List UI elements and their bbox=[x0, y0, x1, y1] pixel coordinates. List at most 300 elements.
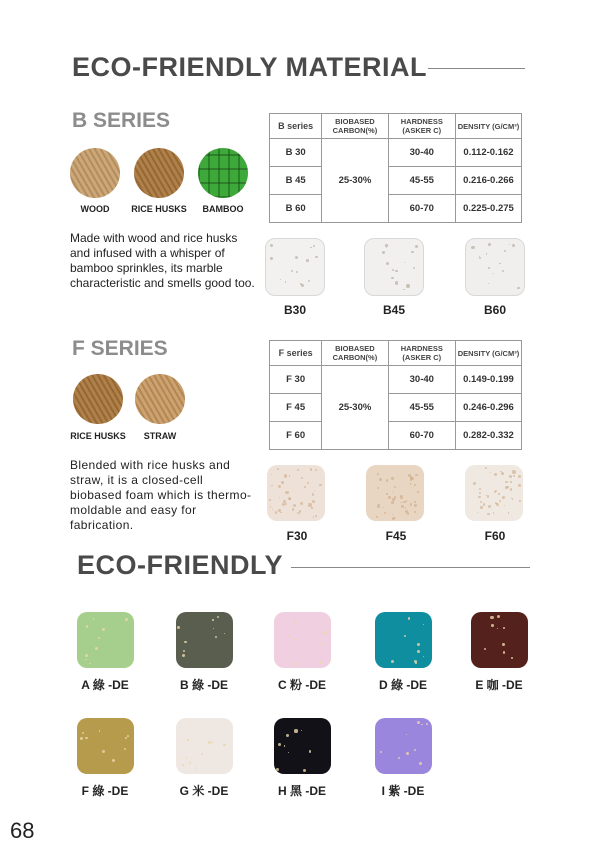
speck bbox=[285, 491, 288, 494]
speck bbox=[490, 616, 493, 619]
speck bbox=[377, 487, 379, 489]
speck bbox=[391, 477, 394, 480]
speck bbox=[379, 478, 382, 481]
speck bbox=[484, 648, 486, 650]
speck bbox=[270, 244, 273, 247]
speck bbox=[392, 517, 395, 520]
eco-title-rule bbox=[291, 567, 530, 568]
speck bbox=[292, 508, 295, 511]
speck bbox=[490, 472, 491, 473]
b-material-bamboo bbox=[188, 148, 258, 214]
speck bbox=[380, 751, 382, 753]
speck bbox=[502, 643, 505, 646]
speck bbox=[301, 477, 303, 479]
material-label: WOOD bbox=[80, 204, 110, 214]
table-row bbox=[270, 366, 522, 394]
speck bbox=[413, 267, 415, 269]
material-label: BAMBOO bbox=[202, 204, 244, 214]
speck bbox=[315, 256, 318, 259]
speck bbox=[417, 643, 420, 646]
speck bbox=[512, 244, 515, 247]
table-header: HARDNESS (ASKER C) bbox=[388, 341, 455, 366]
eco-friendly-title: ECO-FRIENDLY bbox=[77, 550, 284, 580]
color-swatch bbox=[77, 718, 134, 774]
speck bbox=[292, 663, 294, 665]
speck bbox=[98, 637, 100, 639]
speck bbox=[276, 768, 279, 771]
speck bbox=[285, 281, 286, 282]
carbon-cell: 25-30% bbox=[322, 366, 388, 450]
speck bbox=[478, 496, 480, 498]
speck bbox=[488, 505, 491, 508]
speck bbox=[182, 764, 184, 766]
b-series-spec-table bbox=[269, 113, 522, 223]
speck bbox=[406, 752, 409, 755]
color-label: G 米 -DE bbox=[179, 784, 229, 798]
f-material-straw bbox=[125, 374, 195, 441]
b-material-wood bbox=[60, 148, 130, 214]
speck bbox=[394, 486, 396, 488]
speck bbox=[503, 651, 506, 654]
speck bbox=[487, 513, 489, 515]
material-label: STRAW bbox=[143, 431, 177, 441]
speck bbox=[195, 767, 197, 769]
speck bbox=[304, 486, 306, 488]
speck bbox=[306, 259, 309, 262]
speck bbox=[281, 481, 284, 484]
color-label: A 綠 -DE bbox=[81, 678, 129, 692]
speck bbox=[326, 619, 327, 620]
speck bbox=[284, 745, 285, 746]
speck bbox=[510, 488, 513, 491]
rice-husks-image bbox=[73, 374, 123, 424]
table-row bbox=[270, 139, 522, 167]
sample-label: B45 bbox=[382, 303, 405, 317]
color-label: B 綠 -DE bbox=[179, 678, 228, 692]
speck bbox=[272, 509, 274, 511]
speck bbox=[112, 759, 115, 762]
sample-b30 bbox=[265, 238, 325, 317]
sample-swatch bbox=[465, 465, 523, 521]
density-cell: 0.246-0.296 bbox=[455, 394, 521, 422]
speck bbox=[283, 500, 286, 503]
speck bbox=[488, 267, 490, 269]
speck bbox=[277, 468, 279, 470]
grade-cell: B 60 bbox=[270, 195, 322, 223]
grade-cell: F 45 bbox=[270, 394, 322, 422]
page-number: 68 bbox=[10, 818, 35, 843]
sample-label: B60 bbox=[483, 303, 506, 317]
carbon-cell: 25-30% bbox=[322, 139, 388, 223]
speck bbox=[404, 635, 406, 637]
speck bbox=[289, 475, 290, 476]
speck bbox=[486, 253, 488, 255]
hardness-cell: 30-40 bbox=[388, 366, 455, 394]
speck bbox=[309, 750, 311, 752]
straw-image bbox=[135, 374, 185, 424]
speck bbox=[314, 490, 315, 491]
speck bbox=[183, 650, 185, 652]
speck bbox=[383, 507, 385, 509]
speck bbox=[312, 500, 315, 503]
speck bbox=[384, 512, 386, 514]
speck bbox=[215, 636, 217, 638]
speck bbox=[184, 641, 187, 644]
table-header: DENSITY (G/CM³) bbox=[455, 341, 521, 366]
color-label: C 粉 -DE bbox=[277, 678, 326, 692]
table-header: BIOBASED CARBON(%) bbox=[322, 114, 388, 139]
speck bbox=[497, 628, 499, 630]
color-option bbox=[164, 718, 244, 799]
speck bbox=[421, 724, 423, 726]
speck bbox=[388, 496, 391, 499]
speck bbox=[392, 269, 394, 271]
speck bbox=[398, 757, 400, 759]
speck bbox=[509, 475, 512, 478]
color-option bbox=[65, 718, 145, 799]
speck bbox=[494, 473, 497, 476]
color-option bbox=[262, 718, 342, 799]
grade-cell: F 30 bbox=[270, 366, 322, 394]
speck bbox=[414, 749, 416, 751]
b-series-title: B SERIES bbox=[72, 109, 171, 132]
speck bbox=[417, 491, 419, 493]
speck bbox=[386, 247, 387, 248]
speck bbox=[312, 493, 315, 496]
rice-husks-image bbox=[134, 148, 184, 198]
speck bbox=[308, 280, 310, 282]
sample-label: F60 bbox=[484, 529, 506, 543]
speck bbox=[217, 616, 219, 618]
speck bbox=[213, 628, 215, 630]
speck bbox=[308, 503, 311, 506]
sample-f45 bbox=[366, 465, 426, 543]
speck bbox=[504, 505, 505, 506]
color-swatch bbox=[274, 612, 331, 668]
speck bbox=[288, 497, 291, 500]
speck bbox=[323, 631, 326, 634]
speck bbox=[473, 482, 476, 485]
color-swatch bbox=[274, 718, 331, 774]
hardness-cell: 45-55 bbox=[388, 167, 455, 195]
b-material-rice-husks bbox=[124, 148, 194, 214]
speck bbox=[89, 663, 90, 664]
color-swatch bbox=[77, 612, 134, 668]
sample-swatch bbox=[366, 465, 424, 521]
speck bbox=[223, 744, 226, 747]
speck bbox=[392, 498, 395, 501]
page-title: ECO-FRIENDLY MATERIAL bbox=[72, 52, 428, 82]
speck bbox=[406, 500, 407, 501]
speck bbox=[395, 517, 396, 518]
sample-swatch bbox=[364, 238, 424, 296]
speck bbox=[406, 734, 407, 735]
speck bbox=[499, 263, 501, 265]
wood-image bbox=[70, 148, 120, 198]
speck bbox=[392, 514, 393, 515]
speck bbox=[307, 482, 309, 484]
speck bbox=[395, 281, 398, 284]
table-row bbox=[270, 167, 522, 195]
density-cell: 0.225-0.275 bbox=[455, 195, 521, 223]
speck bbox=[377, 473, 379, 475]
table-header: DENSITY (G/CM³) bbox=[455, 114, 521, 139]
speck bbox=[315, 469, 317, 471]
speck bbox=[208, 741, 211, 744]
speck bbox=[85, 654, 88, 657]
speck bbox=[504, 250, 506, 252]
speck bbox=[485, 467, 487, 469]
speck bbox=[311, 507, 312, 508]
sample-f60 bbox=[465, 465, 525, 543]
density-cell: 0.216-0.266 bbox=[455, 167, 521, 195]
sample-b45 bbox=[364, 238, 424, 317]
speck bbox=[270, 257, 273, 260]
speck bbox=[499, 500, 501, 502]
color-swatch bbox=[471, 612, 528, 668]
color-label: I 紫 -DE bbox=[381, 784, 425, 798]
speck bbox=[99, 730, 100, 731]
grade-cell: B 45 bbox=[270, 167, 322, 195]
hardness-cell: 60-70 bbox=[388, 422, 455, 450]
f-series-spec-table bbox=[269, 340, 522, 450]
speck bbox=[395, 270, 397, 272]
speck bbox=[310, 247, 312, 249]
table-header: B series bbox=[270, 114, 322, 139]
speck bbox=[313, 245, 315, 247]
speck bbox=[182, 654, 185, 657]
speck bbox=[471, 246, 474, 249]
speck bbox=[201, 753, 203, 755]
table-row bbox=[270, 422, 522, 450]
speck bbox=[187, 739, 189, 741]
speck bbox=[502, 496, 505, 499]
density-cell: 0.112-0.162 bbox=[455, 139, 521, 167]
speck bbox=[513, 475, 515, 477]
speck bbox=[417, 721, 420, 724]
table-row bbox=[270, 195, 522, 223]
speck bbox=[271, 485, 273, 487]
color-option bbox=[363, 612, 443, 693]
speck bbox=[282, 503, 285, 506]
speck bbox=[310, 468, 312, 470]
speck bbox=[211, 742, 213, 744]
speck bbox=[288, 635, 290, 637]
hardness-cell: 60-70 bbox=[388, 195, 455, 223]
speck bbox=[212, 619, 213, 620]
speck bbox=[404, 262, 405, 263]
material-label: RICE HUSKS bbox=[131, 204, 187, 214]
density-cell: 0.149-0.199 bbox=[455, 366, 521, 394]
speck bbox=[417, 650, 420, 653]
speck bbox=[297, 469, 299, 471]
speck bbox=[385, 244, 388, 247]
speck bbox=[85, 737, 88, 740]
speck bbox=[93, 618, 95, 620]
table-header: F series bbox=[270, 341, 322, 366]
color-swatch bbox=[176, 612, 233, 668]
title-rule bbox=[428, 68, 525, 69]
color-option bbox=[164, 612, 244, 693]
speck bbox=[493, 273, 494, 274]
speck bbox=[498, 493, 499, 494]
speck bbox=[224, 633, 225, 634]
speck bbox=[319, 484, 321, 486]
speck bbox=[125, 737, 127, 739]
hardness-cell: 45-55 bbox=[388, 394, 455, 422]
speck bbox=[391, 660, 394, 663]
speck bbox=[410, 503, 413, 506]
color-option bbox=[459, 612, 539, 693]
speck bbox=[291, 270, 293, 272]
speck bbox=[300, 502, 303, 505]
speck bbox=[85, 659, 87, 661]
speck bbox=[406, 284, 409, 287]
speck bbox=[508, 512, 510, 514]
speck bbox=[288, 752, 289, 753]
speck bbox=[275, 511, 278, 514]
grade-cell: B 30 bbox=[270, 139, 322, 167]
speck bbox=[278, 743, 281, 746]
hardness-cell: 30-40 bbox=[388, 139, 455, 167]
speck bbox=[426, 723, 428, 725]
speck bbox=[408, 617, 411, 620]
speck bbox=[480, 501, 482, 503]
speck bbox=[125, 618, 128, 621]
speck bbox=[414, 484, 416, 486]
bamboo-image bbox=[198, 148, 248, 198]
speck bbox=[403, 289, 405, 291]
speck bbox=[320, 643, 322, 645]
speck bbox=[286, 734, 289, 737]
speck bbox=[477, 512, 478, 513]
speck bbox=[301, 730, 302, 731]
speck bbox=[497, 615, 500, 618]
speck bbox=[410, 483, 411, 484]
color-option bbox=[65, 612, 145, 693]
speck bbox=[189, 762, 191, 764]
speck bbox=[415, 662, 417, 664]
speck bbox=[386, 479, 389, 482]
speck bbox=[301, 284, 304, 287]
speck bbox=[414, 511, 416, 513]
speck bbox=[400, 495, 403, 498]
speck bbox=[503, 627, 505, 629]
speck bbox=[414, 501, 416, 503]
speck bbox=[269, 499, 271, 501]
speck bbox=[502, 270, 505, 273]
speck bbox=[411, 251, 414, 254]
speck bbox=[392, 492, 393, 493]
speck bbox=[319, 661, 322, 664]
speck bbox=[505, 486, 508, 489]
color-label: E 咖 -DE bbox=[475, 678, 523, 692]
color-label: H 黑 -DE bbox=[277, 784, 326, 798]
color-option bbox=[363, 718, 443, 799]
speck bbox=[80, 737, 82, 739]
color-option bbox=[262, 612, 342, 693]
color-swatch bbox=[375, 612, 432, 668]
speck bbox=[400, 502, 401, 503]
speck bbox=[391, 501, 394, 504]
speck bbox=[270, 506, 271, 507]
speck bbox=[480, 506, 482, 508]
speck bbox=[423, 656, 424, 657]
grade-cell: F 60 bbox=[270, 422, 322, 450]
speck bbox=[315, 515, 317, 517]
speck bbox=[82, 732, 84, 734]
speck bbox=[382, 251, 385, 254]
speck bbox=[280, 279, 281, 280]
speck bbox=[102, 628, 104, 630]
color-swatch bbox=[176, 718, 233, 774]
speck bbox=[295, 256, 298, 259]
speck bbox=[415, 474, 417, 476]
speck bbox=[285, 503, 287, 505]
speck bbox=[501, 472, 504, 475]
speck bbox=[483, 503, 485, 505]
speck bbox=[95, 647, 98, 650]
speck bbox=[512, 470, 515, 473]
speck bbox=[271, 474, 272, 475]
speck bbox=[293, 620, 296, 623]
b-series-description: Made with wood and rice husks and infused with a whisper of bamboo sprinkles, its marble characteristic and smells good too. bbox=[70, 231, 255, 290]
speck bbox=[278, 485, 281, 488]
f-material-rice-husks bbox=[63, 374, 133, 441]
speck bbox=[376, 516, 378, 518]
speck bbox=[86, 625, 89, 628]
speck bbox=[414, 504, 417, 507]
speck bbox=[291, 646, 293, 648]
speck bbox=[293, 638, 295, 640]
speck bbox=[500, 471, 502, 473]
speck bbox=[419, 762, 422, 765]
speck bbox=[124, 748, 126, 750]
speck bbox=[491, 624, 494, 627]
speck bbox=[512, 498, 514, 500]
sample-b60 bbox=[465, 238, 525, 317]
speck bbox=[509, 244, 510, 245]
speck bbox=[505, 481, 507, 483]
speck bbox=[518, 484, 521, 487]
color-label: D 綠 -DE bbox=[378, 678, 427, 692]
speck bbox=[386, 493, 387, 494]
speck bbox=[495, 490, 497, 492]
speck bbox=[411, 477, 414, 480]
color-label: F 綠 -DE bbox=[81, 784, 129, 798]
speck bbox=[488, 283, 489, 284]
speck bbox=[517, 287, 520, 290]
f-series-description: Blended with rice husks and straw, it is a closed-cell biobased foam which is thermo-moldable and easy for fabrication. bbox=[70, 458, 252, 532]
speck bbox=[403, 501, 406, 504]
table-header: BIOBASED CARBON(%) bbox=[322, 341, 388, 366]
speck bbox=[519, 500, 521, 502]
speck bbox=[386, 262, 389, 265]
sample-label: B30 bbox=[283, 303, 306, 317]
speck bbox=[177, 626, 180, 629]
speck bbox=[299, 514, 300, 515]
density-cell: 0.282-0.332 bbox=[455, 422, 521, 450]
speck bbox=[377, 504, 380, 507]
sample-label: F30 bbox=[286, 529, 308, 543]
speck bbox=[401, 505, 404, 508]
speck bbox=[127, 735, 129, 737]
speck bbox=[423, 624, 424, 625]
sample-swatch bbox=[267, 465, 325, 521]
speck bbox=[511, 657, 513, 659]
table-header: HARDNESS (ASKER C) bbox=[388, 114, 455, 139]
speck bbox=[518, 475, 521, 478]
